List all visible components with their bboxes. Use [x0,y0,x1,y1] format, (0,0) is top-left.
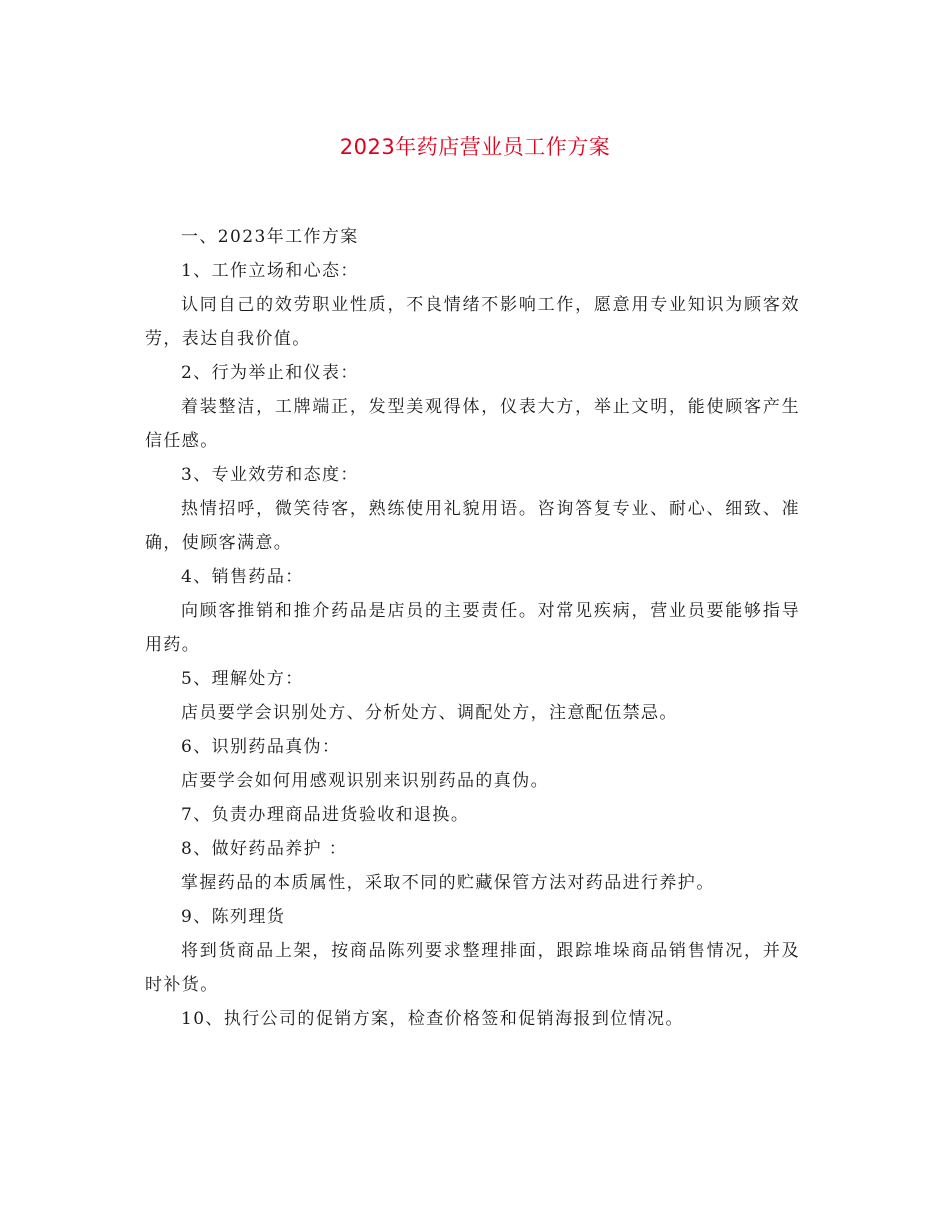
item-heading-7: 7、负责办理商品进货验收和退换。 [181,805,470,825]
item-body-3: 热情招呼，微笑待客，熟练使用礼貌用语。咨询答复专业、耐心、细致、准确，使顾客满意。 [145,499,800,553]
item-body-2: 着装整洁，工牌端正，发型美观得体，仪表大方，举止文明，能使顾客产生信任感。 [145,397,800,451]
item-heading-10: 10、执行公司的促销方案，检查价格签和促销海报到位情况。 [181,1009,684,1029]
item-heading-1: 1、工作立场和心态： [181,261,359,281]
item-body-1: 认同自己的效劳职业性质，不良情绪不影响工作，愿意用专业知识为顾客效劳，表达自我价值。 [145,295,800,349]
section-heading: 一、2023年工作方案 [181,227,359,247]
item-body-4: 向顾客推销和推介药品是店员的主要责任。对常见疾病，营业员要能够指导用药。 [145,601,800,655]
document-title: 2023年药店营业员工作方案 [339,135,611,159]
item-heading-2: 2、行为举止和仪表： [181,363,359,383]
item-body-6: 店要学会如何用感观识别来识别药品的真伪。 [181,771,549,791]
item-heading-8: 8、做好药品养护 ： [181,839,348,859]
item-heading-9: 9、陈列理货 [181,907,286,927]
document-body [145,220,800,1036]
item-body-8: 掌握药品的本质属性，采取不同的贮藏保管方法对药品进行养护。 [181,873,715,893]
item-body-5: 店员要学会识别处方、分析处方、调配处方，注意配伍禁忌。 [181,703,678,723]
item-heading-5: 5、理解处方： [181,669,304,689]
item-heading-6: 6、识别药品真伪： [181,737,341,757]
item-body-9: 将到货商品上架，按商品陈列要求整理排面，跟踪堆垛商品销售情况，并及时补货。 [145,941,800,995]
item-heading-4: 4、销售药品： [181,567,304,587]
item-heading-3: 3、专业效劳和态度： [181,465,359,485]
